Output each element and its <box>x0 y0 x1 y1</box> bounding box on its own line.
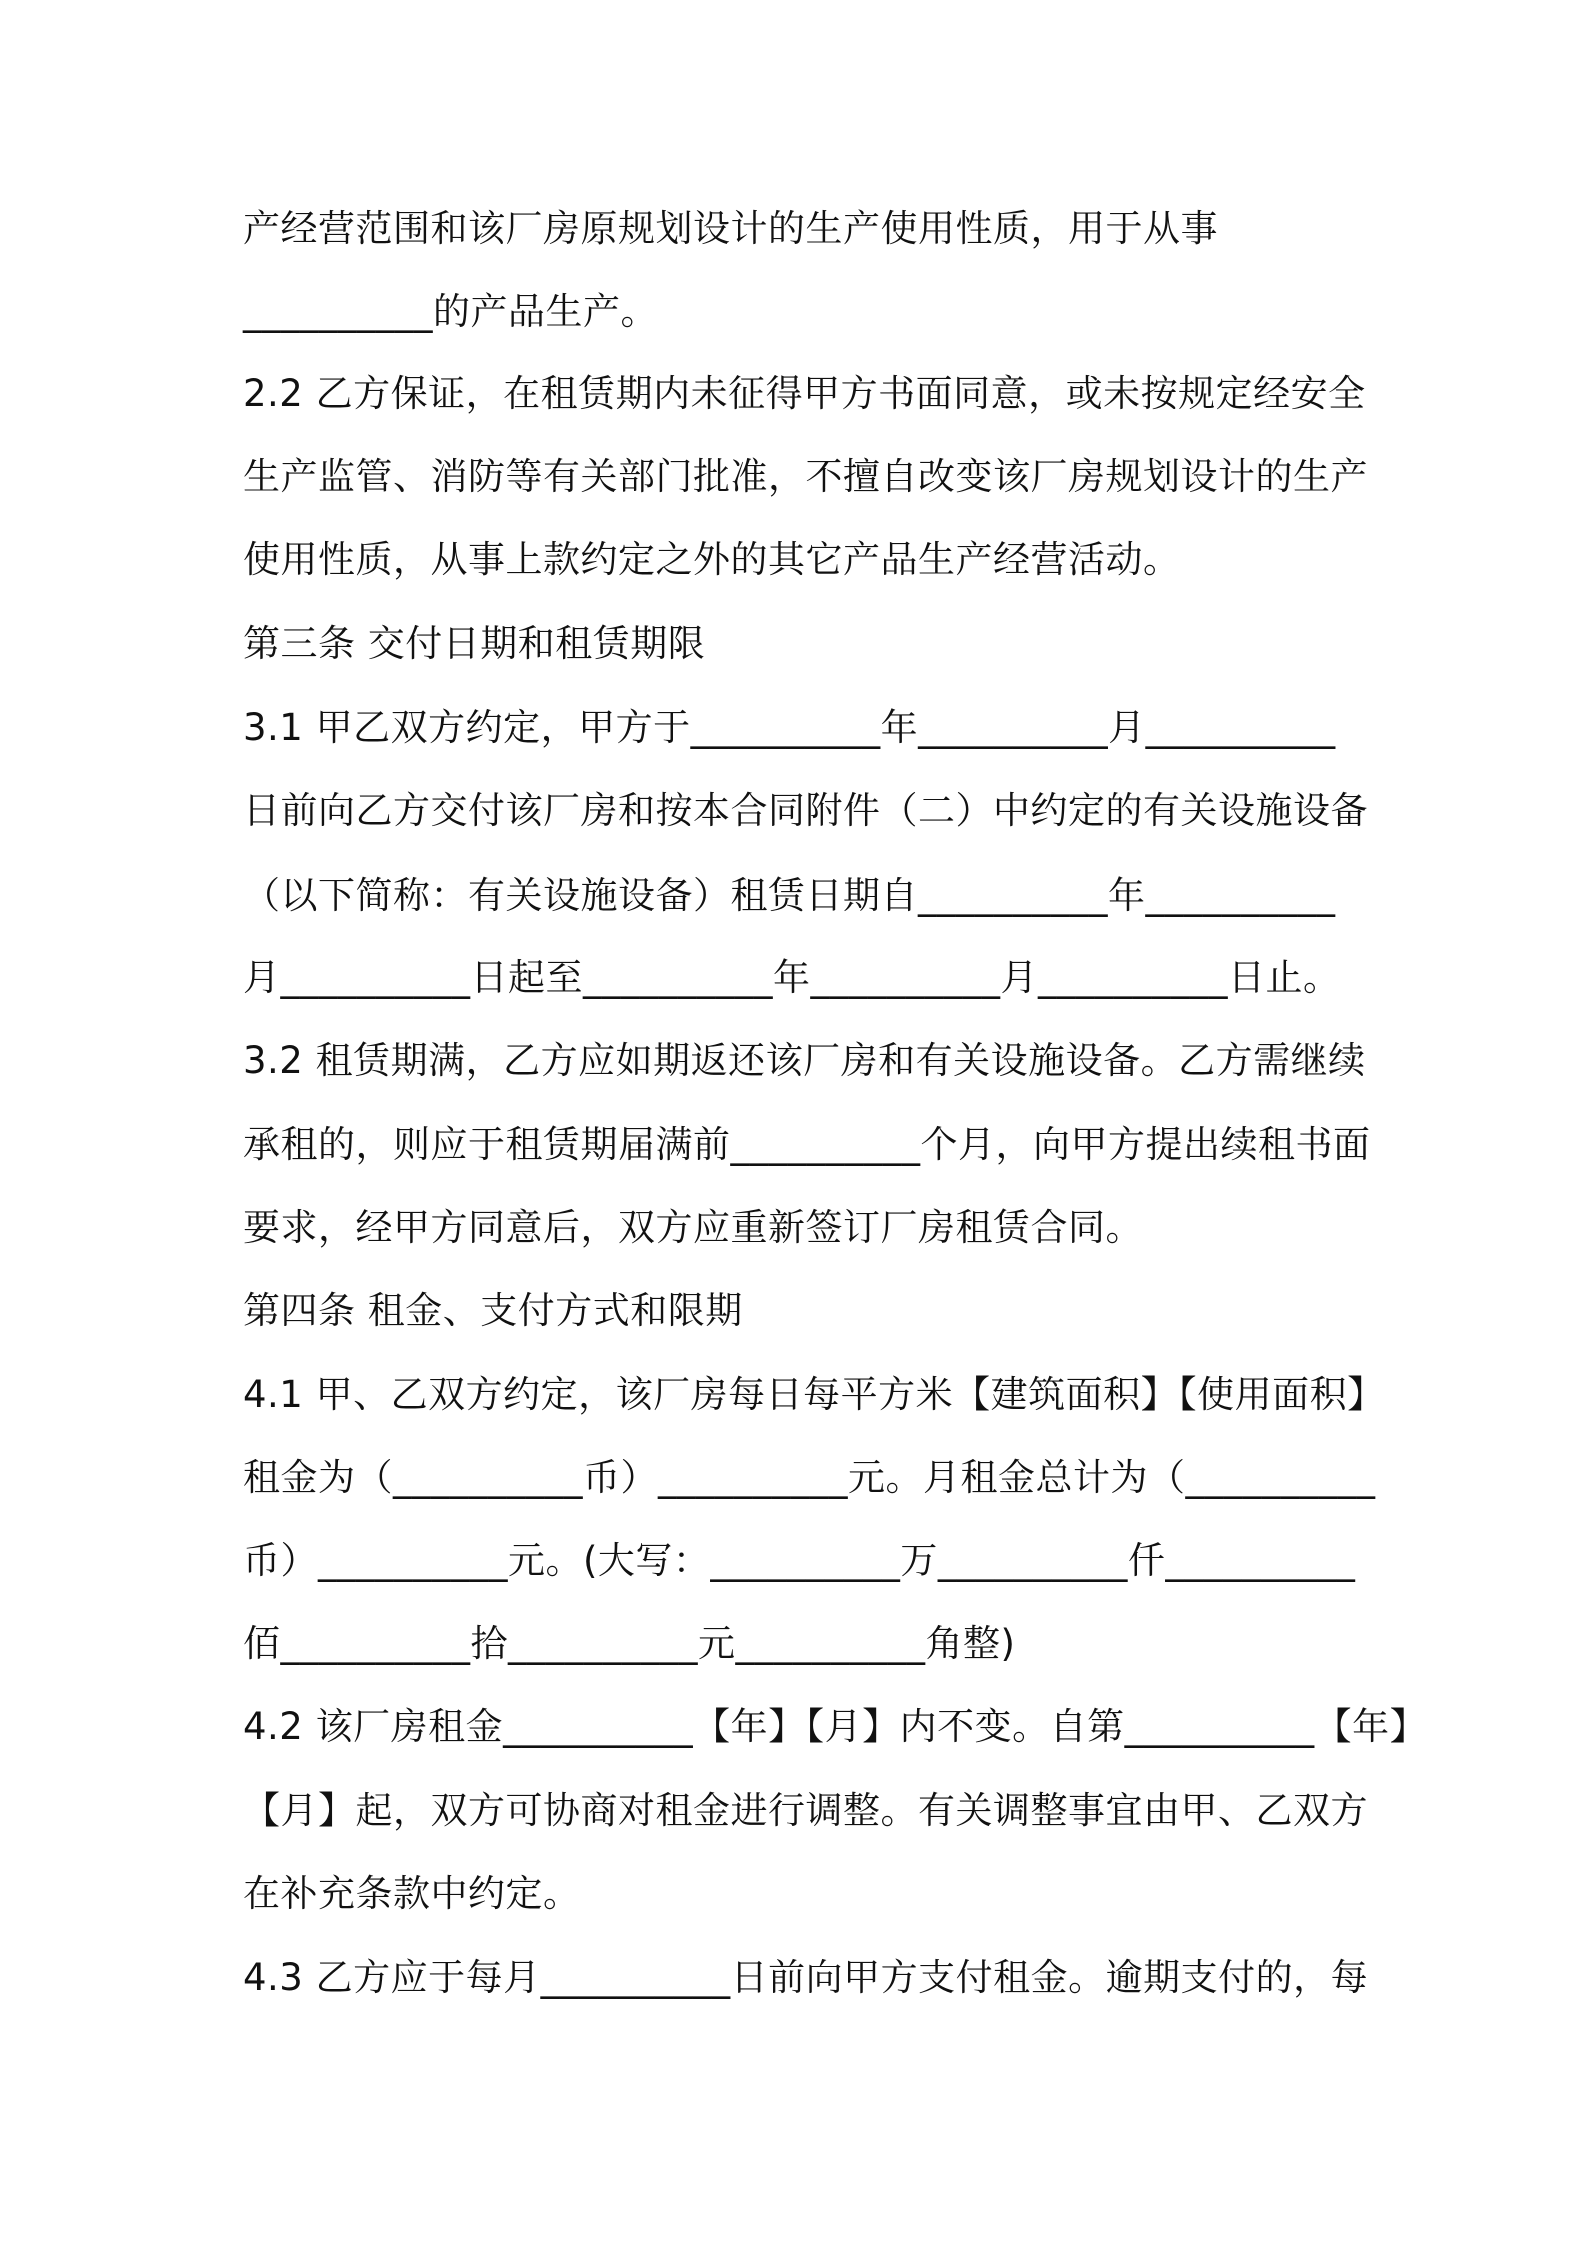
section-heading: 第三条 交付日期和租赁期限 <box>243 622 706 665</box>
text-line: 3.1 甲乙双方约定，甲方于__________年__________月__________ <box>243 706 1336 749</box>
text-line: 生产监管、消防等有关部门批准，不擅自改变该厂房规划设计的生产 <box>243 455 1368 498</box>
text-line: 【月】起，双方可协商对租金进行调整。有关调整事宜由甲、乙双方 <box>243 1789 1368 1832</box>
text-line: 3.2 租赁期满，乙方应如期返还该厂房和有关设施设备。乙方需继续 <box>243 1039 1366 1082</box>
text-line: 租金为（__________币）__________元。月租金总计为（__________ <box>243 1456 1376 1499</box>
text-line: 4.1 甲、乙双方约定，该厂房每日每平方米【建筑面积】【使用面积】 <box>243 1373 1385 1416</box>
text-line: 产经营范围和该厂房原规划设计的生产使用性质，用于从事 <box>243 207 1218 250</box>
text-line: 日前向乙方交付该厂房和按本合同附件（二）中约定的有关设施设备 <box>243 789 1368 832</box>
text-line: 要求，经甲方同意后，双方应重新签订厂房租赁合同。 <box>243 1206 1143 1249</box>
text-line: 佰__________拾__________元__________角整) <box>243 1622 1016 1665</box>
text-line: 4.3 乙方应于每月__________日前向甲方支付租金。逾期支付的，每 <box>243 1956 1369 1999</box>
text-line: 月__________日起至__________年__________月__________日止。 <box>243 956 1341 999</box>
text-line: 2.2 乙方保证，在租赁期内未征得甲方书面同意，或未按规定经安全 <box>243 372 1366 415</box>
text-line: 币）__________元。(大写：__________万__________仟__________ <box>243 1539 1356 1582</box>
text-line: （以下简称：有关设施设备）租赁日期自__________年__________ <box>243 874 1336 917</box>
text-line: __________的产品生产。 <box>243 290 658 333</box>
text-line: 使用性质，从事上款约定之外的其它产品生产经营活动。 <box>243 538 1181 581</box>
text-line: 承租的，则应于租赁期届满前__________个月，向甲方提出续租书面 <box>243 1123 1371 1166</box>
section-heading: 第四条 租金、支付方式和限期 <box>243 1289 743 1332</box>
text-line: 4.2 该厂房租金__________【年】【月】内不变。自第__________【年】 <box>243 1705 1428 1748</box>
text-line: 在补充条款中约定。 <box>243 1872 581 1915</box>
